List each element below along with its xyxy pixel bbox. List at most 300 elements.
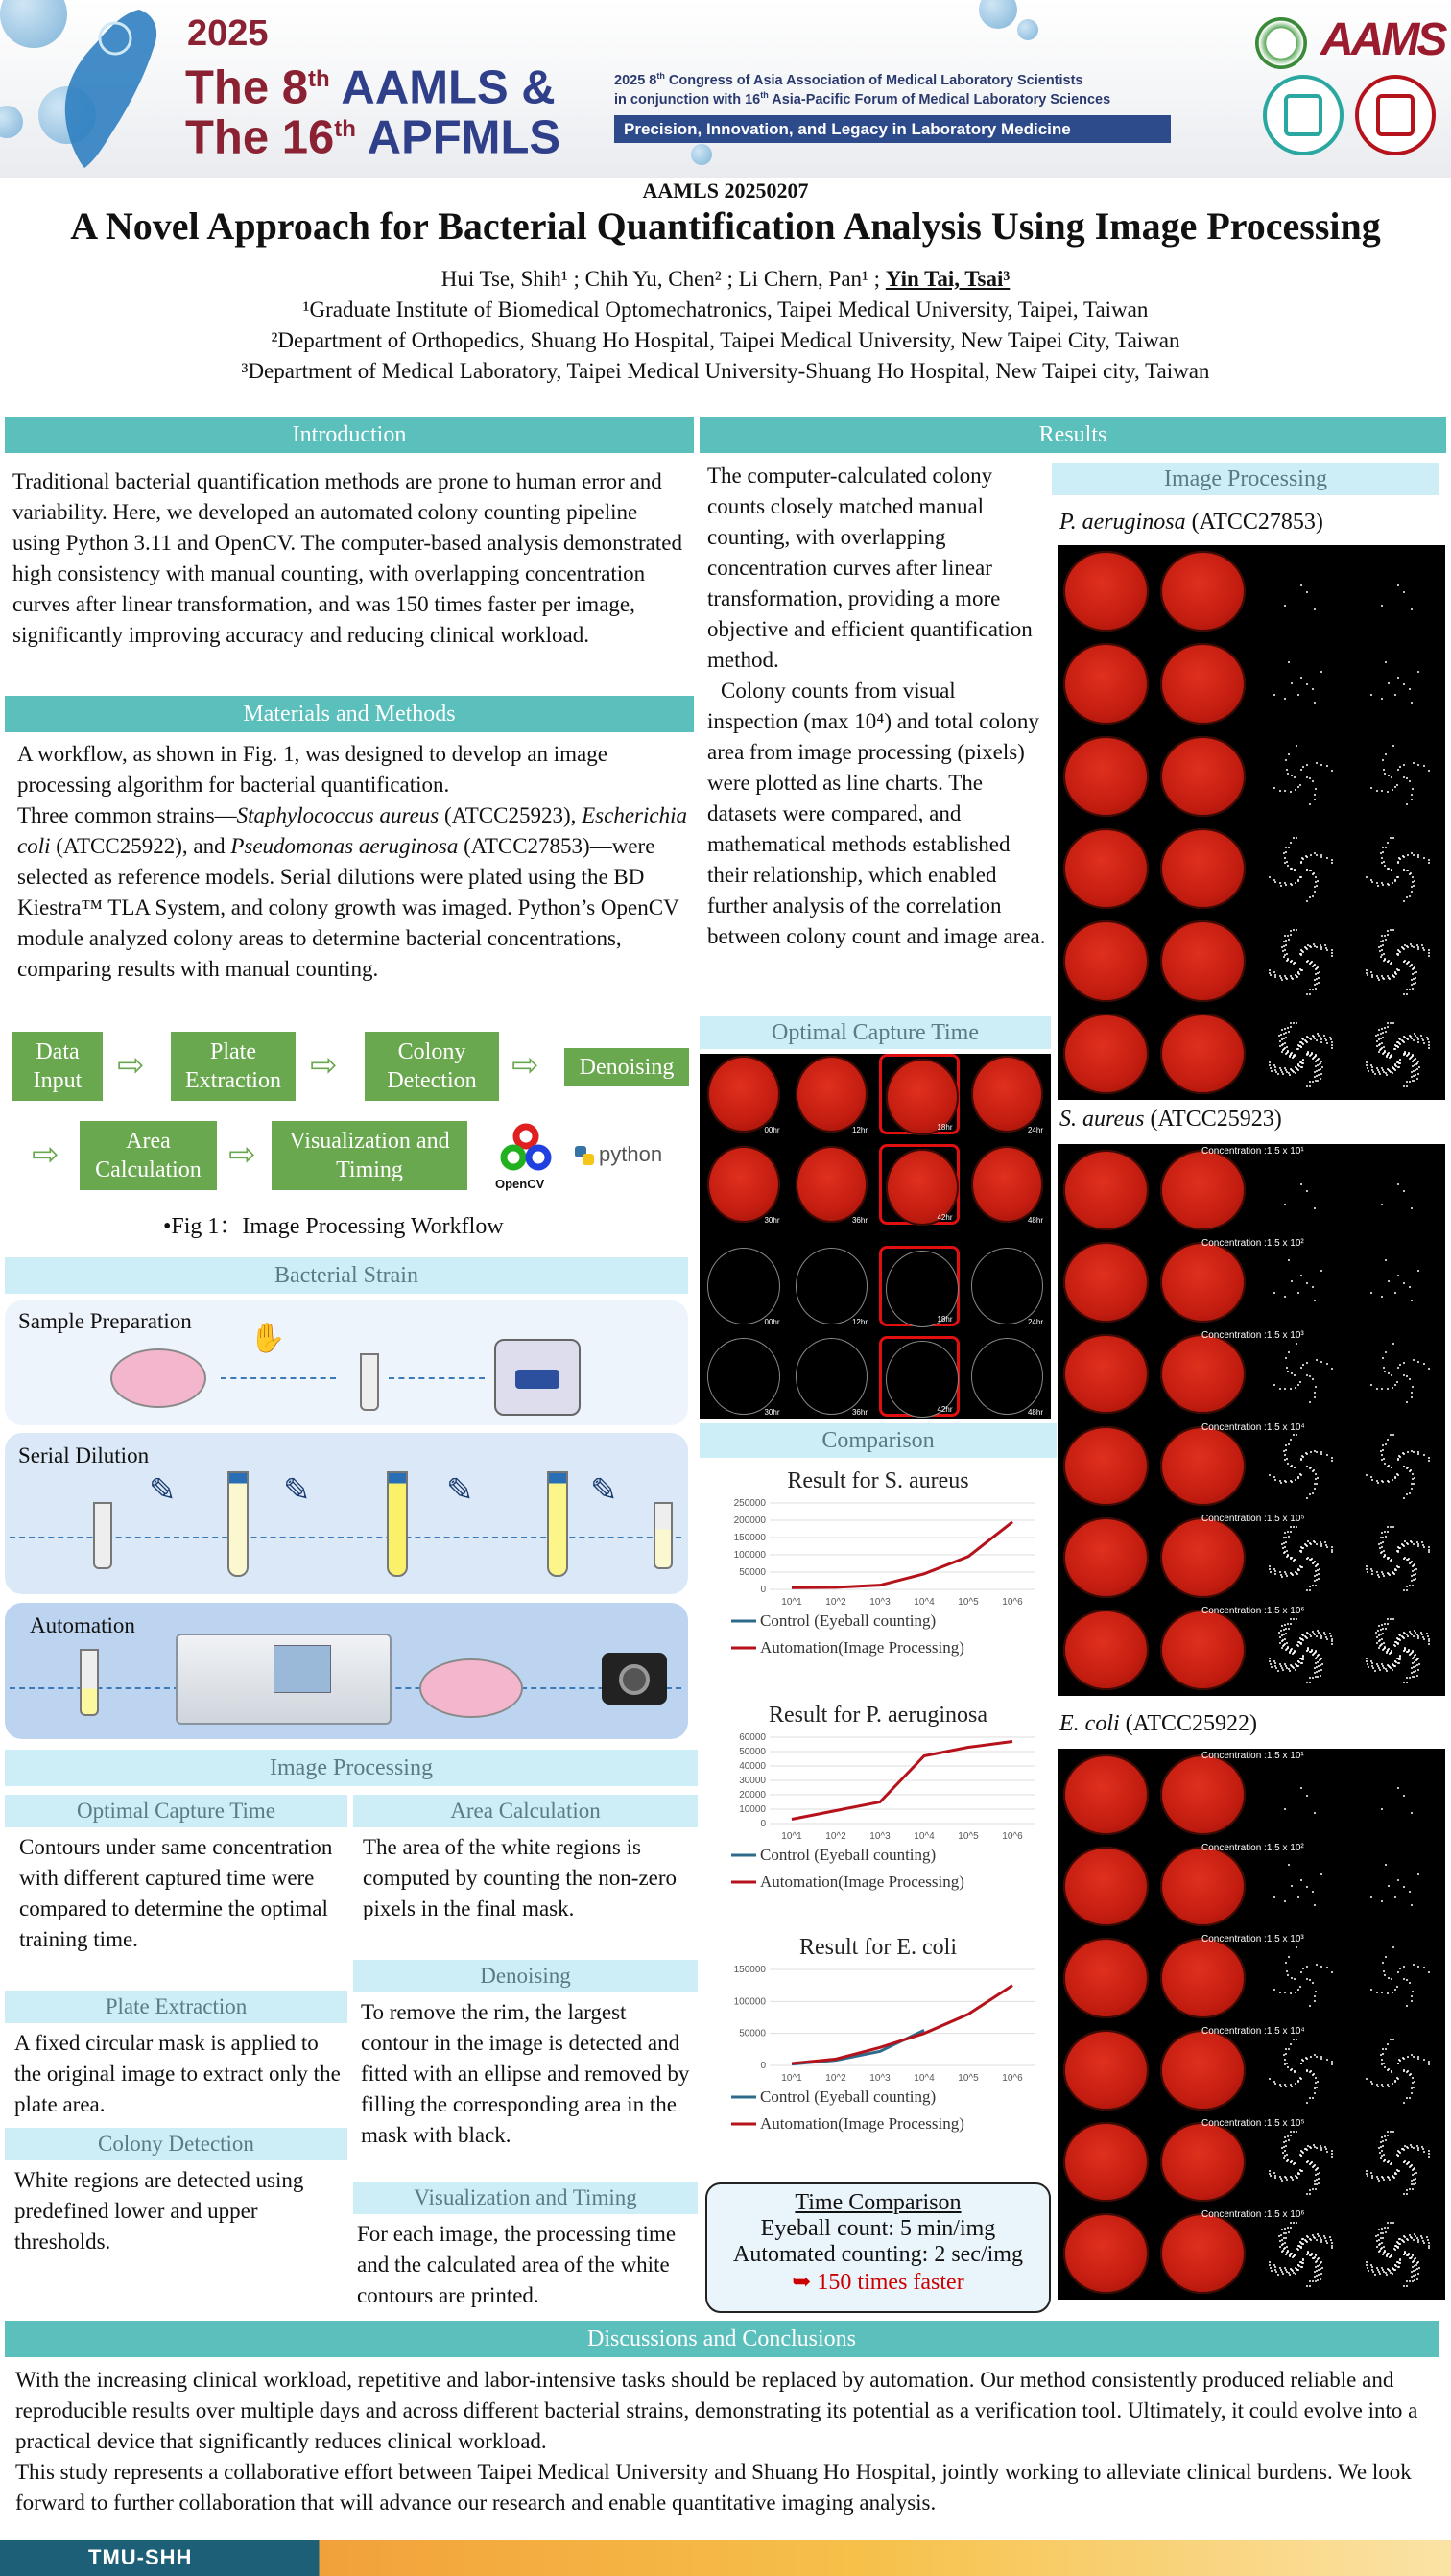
colony-dot: [1288, 1259, 1290, 1261]
colony-dot: [1387, 791, 1389, 793]
colony-dot: [1301, 2170, 1303, 2172]
colony-dot: [1403, 2193, 1405, 2195]
colony-dot: [1410, 1469, 1412, 1471]
colony-dot: [1306, 2285, 1308, 2287]
colony-dot: [1428, 955, 1430, 957]
colony-dot: [1320, 2241, 1322, 2243]
colony-dot: [1392, 1343, 1394, 1345]
colony-dot: [1423, 1967, 1425, 1968]
colony-dot: [1367, 2175, 1368, 2177]
colony-dot: [1390, 2222, 1392, 2224]
colony-dot: [1392, 837, 1394, 839]
colony-dot: [1409, 1677, 1411, 1679]
colony-dot: [1315, 1473, 1317, 1475]
plate-image: [1063, 2122, 1149, 2203]
colony-dot: [1293, 2039, 1295, 2040]
colony-dot: [1270, 1067, 1272, 1069]
colony-dot: [1309, 1375, 1311, 1377]
capture-plate: [703, 1246, 784, 1326]
colony-dot: [1394, 1384, 1396, 1386]
colony-dot: [1320, 944, 1321, 946]
colony-dot: [1290, 2161, 1292, 2163]
colony-dot: [1286, 978, 1288, 980]
colony-dot: [1416, 1078, 1418, 1080]
colony-dot: [1287, 1027, 1289, 1029]
colony-dot: [1296, 1618, 1297, 1620]
colony-dot: [1380, 945, 1382, 947]
colony-dot: [1366, 1474, 1368, 1476]
congress-line-2: in conjunction with 16th Asia-Pacific Forum of Medical Laboratory Sciences: [614, 90, 1111, 107]
colony-dot: [1280, 2086, 1282, 2087]
colony-dot: [1389, 978, 1391, 980]
binary-mask-image: [1257, 1334, 1343, 1415]
colony-dot: [1380, 1552, 1382, 1554]
colony-dot: [1404, 1051, 1406, 1053]
colony-dot: [1317, 1080, 1319, 1082]
colony-dot: [1309, 1085, 1311, 1087]
colony-dot: [1415, 1568, 1417, 1570]
colony-dot: [1376, 1040, 1378, 1042]
pipette-icon: ✎: [149, 1473, 177, 1509]
colony-dot: [1391, 870, 1392, 871]
colony-dot: [1290, 1992, 1292, 1994]
binary-mask-image: [1257, 1150, 1343, 1230]
colony-dot: [1297, 1292, 1299, 1294]
colony-dot: [1280, 2234, 1282, 2236]
colony-dot: [1315, 1585, 1317, 1586]
colony-dot: [1413, 1359, 1415, 1361]
colony-dot: [1318, 2274, 1320, 2276]
colony-dot: [1315, 1991, 1317, 1992]
comparison-header: Comparison: [700, 1423, 1057, 1458]
colony-dot: [1279, 790, 1281, 792]
colony-dot: [1279, 1388, 1281, 1390]
plate-image: [971, 1146, 1044, 1223]
binary-mask-image: [1354, 920, 1439, 1001]
colony-dot: [1413, 1451, 1415, 1453]
colony-dot: [1287, 1974, 1289, 1976]
colony-dot: [1417, 948, 1419, 950]
concentration-label: Concentration :1.5 x 10⁵: [1201, 1514, 1305, 1525]
colony-dot: [1413, 1635, 1415, 1637]
binary-mask-image: [1354, 2213, 1439, 2294]
colony-dot: [1313, 872, 1315, 874]
footer-bar: [0, 2540, 1451, 2576]
colony-dot: [1300, 769, 1302, 771]
colony-dot: [1396, 1041, 1398, 1043]
colony-dot: [1406, 896, 1408, 898]
colony-dot: [1314, 1561, 1316, 1562]
colony-dot: [1406, 2280, 1408, 2282]
colony-dot: [1310, 854, 1312, 856]
colony-dot: [1392, 1526, 1394, 1528]
test-tube-icon: [387, 1471, 408, 1577]
colony-dot: [1296, 2177, 1298, 2179]
colony-dot: [1399, 1060, 1401, 1061]
figure-1-caption: •Fig 1：Image Processing Workflow: [163, 1214, 504, 1239]
colony-dot: [1312, 2234, 1314, 2236]
colony-dot: [1414, 2233, 1415, 2235]
colony-dot: [1391, 776, 1392, 778]
automation-panel: [5, 1603, 688, 1739]
colony-dot: [1296, 2039, 1297, 2040]
colony-dot: [1320, 1675, 1321, 1677]
colony-dot: [1382, 1962, 1384, 1964]
colony-dot: [1423, 2242, 1425, 2244]
colony-dot: [1390, 929, 1392, 931]
colony-dot: [1415, 2172, 1417, 2174]
colony-dot: [1416, 1062, 1418, 1064]
colony-dot: [1409, 1081, 1411, 1083]
colony-dot: [1407, 1451, 1409, 1453]
colony-dot: [1366, 1565, 1368, 1567]
colony-dot: [1412, 876, 1414, 878]
colony-dot: [1309, 896, 1311, 898]
x-tick-label: 10^5: [958, 1597, 979, 1608]
colony-dot: [1288, 1864, 1290, 1866]
colony-dot: [1417, 1543, 1419, 1545]
colony-dot: [1428, 1546, 1430, 1548]
capture-time-label: 00hr: [764, 1318, 780, 1326]
colony-dot: [1269, 1061, 1271, 1063]
colony-dot: [1390, 837, 1392, 839]
colony-dot: [1390, 2039, 1392, 2040]
colony-dot: [1404, 2160, 1406, 2162]
colony-dot: [1397, 1183, 1399, 1185]
colony-dot: [1320, 1635, 1322, 1637]
colony-dot: [1377, 1630, 1379, 1632]
colony-dot: [1370, 787, 1372, 789]
colony-dot: [1309, 2189, 1311, 2191]
colony-dot: [1281, 2239, 1283, 2241]
colony-dot: [1290, 961, 1292, 963]
colony-dot: [1326, 2059, 1328, 2061]
colony-dot: [1312, 1081, 1314, 1083]
ec-label: E. coli (ATCC25922): [1059, 1711, 1257, 1736]
colony-dot: [1288, 2231, 1290, 2233]
colony-dot: [1285, 759, 1287, 761]
colony-dot: [1288, 753, 1290, 755]
y-tick-label: 10000: [739, 1804, 766, 1815]
colony-dot: [1378, 1576, 1380, 1578]
colony-dot: [1423, 1363, 1425, 1365]
colony-dot: [1412, 988, 1414, 990]
colony-dot: [1387, 1623, 1389, 1625]
colony-dot: [1394, 1477, 1396, 1479]
colony-dot: [1293, 1022, 1295, 1024]
colony-dot: [1281, 1543, 1283, 1545]
colony-dot: [1392, 745, 1394, 747]
colony-dot: [1284, 698, 1286, 700]
colony-dot: [1282, 2273, 1284, 2275]
colony-dot: [1326, 1967, 1328, 1968]
colony-dot: [1392, 1479, 1393, 1481]
colony-dot: [1285, 1541, 1287, 1543]
colony-dot: [1422, 2240, 1424, 2242]
colony-dot: [1392, 2222, 1394, 2224]
plate-image: [1063, 1610, 1149, 1690]
colony-dot: [1314, 2164, 1316, 2166]
colony-dot: [1290, 1526, 1292, 1528]
colony-dot: [1367, 1067, 1368, 1069]
colony-dot: [1290, 1022, 1292, 1024]
colony-dot: [1416, 1634, 1418, 1635]
colony-dot: [1300, 1879, 1302, 1881]
colony-dot: [1385, 1259, 1387, 1261]
x-tick-label: 10^3: [869, 1831, 891, 1842]
colony-dot: [1381, 1532, 1383, 1534]
colony-dot: [1371, 1066, 1373, 1068]
colony-dot: [1326, 1363, 1328, 1365]
colony-dot: [1298, 973, 1300, 975]
colony-dot: [1392, 1387, 1393, 1389]
arrow-right-icon: ⇨: [228, 1135, 256, 1174]
colony-dot: [1310, 1635, 1312, 1637]
automation-label: Automation: [30, 1613, 135, 1637]
colony-dot: [1397, 1474, 1399, 1476]
capture-time-label: 36hr: [851, 1408, 868, 1417]
colony-dot: [1367, 1571, 1368, 1573]
colony-dot: [1284, 857, 1286, 859]
colony-dot: [1290, 2135, 1292, 2136]
colony-dot: [1311, 2161, 1313, 2163]
colony-dot: [1269, 1658, 1271, 1659]
colony-dot: [1286, 2160, 1288, 2162]
capture-time-label: 12hr: [851, 1126, 868, 1134]
colony-dot: [1287, 1371, 1289, 1372]
colony-dot: [1409, 895, 1411, 897]
plate-image: [1063, 1150, 1149, 1230]
colony-dot: [1299, 1550, 1301, 1552]
colony-dot: [1325, 947, 1327, 949]
colony-dot: [1285, 940, 1287, 942]
colony-dot: [1409, 1286, 1411, 1288]
vortex-mixer-icon: [494, 1339, 581, 1416]
discussion-header: Discussions and Conclusions: [5, 2321, 1439, 2357]
colony-dot: [1381, 2136, 1383, 2138]
colony-dot: [1269, 2173, 1271, 2175]
colony-dot: [1384, 2135, 1386, 2137]
colony-dot: [1407, 2070, 1409, 2072]
colony-dot: [1292, 978, 1294, 980]
colony-dot: [1275, 2271, 1277, 2273]
colony-dot: [1383, 960, 1385, 962]
colony-dot: [1316, 2147, 1318, 2149]
colony-dot: [1377, 885, 1379, 887]
concentration-label: Concentration :1.5 x 10⁶: [1201, 1606, 1305, 1617]
colony-dot: [1317, 2233, 1319, 2235]
x-tick-label: 10^6: [1002, 1597, 1023, 1608]
colony-dot: [1297, 880, 1299, 882]
colony-dot: [1296, 1573, 1298, 1575]
colony-dot: [1306, 1190, 1308, 1192]
colony-dot: [1321, 1066, 1323, 1068]
colony-dot: [1387, 1526, 1389, 1528]
colony-dot: [1380, 852, 1382, 854]
colony-dot: [1309, 2280, 1311, 2282]
colony-dot: [1417, 2241, 1419, 2243]
workflow-step-area-calculation: Area Calculation: [80, 1121, 217, 1190]
x-tick-label: 10^1: [781, 1831, 802, 1842]
colony-dot: [1376, 1388, 1378, 1390]
plate-extraction-subheader: Plate Extraction: [5, 1991, 347, 2023]
colony-dot: [1301, 1066, 1303, 1068]
arrow-right-icon: ⇨: [310, 1046, 338, 1085]
colony-dot: [1387, 1022, 1389, 1024]
colony-dot: [1290, 934, 1292, 936]
colony-dot: [1407, 1467, 1409, 1468]
results-image-processing-header: Image Processing: [1052, 463, 1439, 495]
colony-dot: [1403, 2102, 1405, 2104]
colony-dot: [1382, 2237, 1384, 2239]
colony-dot: [1422, 1636, 1424, 1638]
colony-dot: [1279, 1045, 1281, 1047]
colony-dot: [1283, 956, 1285, 958]
colony-dot: [1284, 2059, 1286, 2061]
colony-dot: [1415, 2178, 1416, 2180]
capture-time-label: 18hr: [937, 1123, 953, 1132]
colony-dot: [1378, 979, 1380, 981]
colony-dot: [1318, 1074, 1320, 1076]
serial-dilution-panel: [5, 1433, 688, 1594]
capture-time-label: 36hr: [851, 1216, 868, 1225]
colony-dot: [1403, 2069, 1405, 2071]
colony-dot: [1401, 1635, 1403, 1637]
colony-dot: [1378, 1625, 1380, 1627]
colony-dot: [1320, 854, 1322, 856]
colony-dot: [1297, 1069, 1299, 1071]
colony-dot: [1320, 2239, 1322, 2241]
colony-dot: [1415, 971, 1417, 973]
colony-dot: [1428, 1457, 1430, 1459]
colony-dot: [1377, 1482, 1379, 1484]
colony-dot: [1331, 949, 1333, 951]
society-logo-icon: [1255, 17, 1307, 69]
colony-dot: [1296, 1343, 1297, 1345]
colony-dot: [1382, 2145, 1384, 2147]
binary-mask-image: [1257, 1517, 1343, 1598]
colony-dot: [1300, 2078, 1302, 2080]
colony-dot: [1414, 2081, 1415, 2083]
congress-line-1: 2025 8th Congress of Asia Association of Medical Laboratory Scientists: [614, 71, 1083, 88]
colony-dot: [1413, 2087, 1415, 2088]
colony-dot: [1297, 1477, 1299, 1479]
concentration-label: Concentration :1.5 x 10³: [1201, 1934, 1304, 1945]
colony-dot: [1382, 940, 1384, 942]
colony-dot: [1381, 1808, 1383, 1810]
colony-dot: [1382, 1444, 1384, 1446]
colony-dot: [1408, 1649, 1410, 1651]
colony-dot: [1387, 1439, 1389, 1441]
colony-dot: [1300, 1546, 1302, 1548]
colony-dot: [1284, 1624, 1286, 1626]
colony-dot: [1306, 764, 1308, 766]
colony-dot: [1384, 773, 1386, 775]
colony-dot: [1320, 856, 1322, 858]
colony-dot: [1382, 2086, 1384, 2087]
colony-dot: [1294, 2071, 1296, 2073]
colony-dot: [1274, 881, 1276, 883]
colony-dot: [1318, 1654, 1320, 1656]
colony-dot: [1281, 1647, 1283, 1649]
colony-dot: [1409, 1378, 1411, 1380]
colony-dot: [1387, 934, 1389, 936]
binary-mask-image: [1257, 643, 1343, 724]
colony-dot: [1375, 2235, 1377, 2237]
colony-dot: [1317, 1676, 1319, 1678]
colony-dot: [1331, 1551, 1333, 1553]
colony-dot: [1306, 1282, 1308, 1284]
capture-plate: [792, 1246, 872, 1326]
image-processing-header: Image Processing: [5, 1750, 698, 1786]
binary-mask-image: [971, 1248, 1044, 1324]
plate-image: [1160, 643, 1246, 724]
colony-dot: [1284, 2136, 1286, 2138]
colony-dot: [1317, 1630, 1319, 1632]
y-tick-label: 100000: [733, 1550, 766, 1561]
colony-dot: [1397, 2078, 1399, 2080]
colony-dot: [1279, 2240, 1281, 2242]
binary-mask-image: [1354, 1517, 1439, 1598]
test-tube-icon: [227, 1471, 249, 1577]
colony-dot: [1392, 1946, 1394, 1948]
colony-dot: [1320, 1041, 1322, 1043]
colony-dot: [1307, 1557, 1309, 1559]
colony-dot: [1398, 2238, 1400, 2240]
serial-dilution-label: Serial Dilution: [18, 1443, 150, 1467]
colony-dot: [1331, 2156, 1333, 2158]
colony-dot: [1273, 1384, 1275, 1386]
colony-dot: [1417, 854, 1419, 856]
colony-dot: [1386, 2255, 1388, 2257]
colony-dot: [1284, 935, 1286, 937]
colony-dot: [1284, 2242, 1286, 2244]
colony-dot: [1270, 974, 1272, 976]
colony-dot: [1329, 1037, 1331, 1038]
colony-dot: [1283, 2141, 1285, 2143]
colony-dot: [1290, 2131, 1292, 2133]
area-calculation-subheader: Area Calculation: [353, 1795, 698, 1827]
colony-dot: [1274, 976, 1276, 978]
colony-dot: [1290, 930, 1292, 932]
colony-dot: [1283, 941, 1285, 942]
colony-dot: [1382, 884, 1384, 886]
colony-dot: [1385, 1536, 1387, 1538]
colony-dot: [1313, 2236, 1315, 2238]
colony-dot: [1428, 2150, 1430, 2152]
colony-dot: [1409, 1585, 1411, 1586]
colony-dot: [1406, 1085, 1408, 1087]
colony-dot: [1274, 1573, 1276, 1575]
colony-dot: [1300, 1971, 1302, 1973]
capture-plate: [967, 1144, 1048, 1225]
colony-dot: [1279, 1992, 1281, 1993]
colony-dot: [1415, 2182, 1416, 2184]
binary-mask-image: [1257, 551, 1343, 632]
colony-dot: [1384, 2227, 1386, 2229]
series-line: [792, 2030, 924, 2063]
colony-dot: [1302, 1060, 1304, 1061]
colony-dot: [1305, 855, 1307, 857]
colony-dot: [1406, 777, 1408, 779]
colony-dot: [1382, 1481, 1384, 1483]
python-logo-icon: [573, 1144, 596, 1167]
colony-dot: [1406, 993, 1408, 995]
colony-detection-text: White regions are detected using predefined lower and upper thresholds.: [14, 2168, 304, 2254]
python-label: python: [599, 1142, 663, 1166]
colony-dot: [1387, 2222, 1389, 2224]
colony-dot: [1387, 2043, 1389, 2045]
